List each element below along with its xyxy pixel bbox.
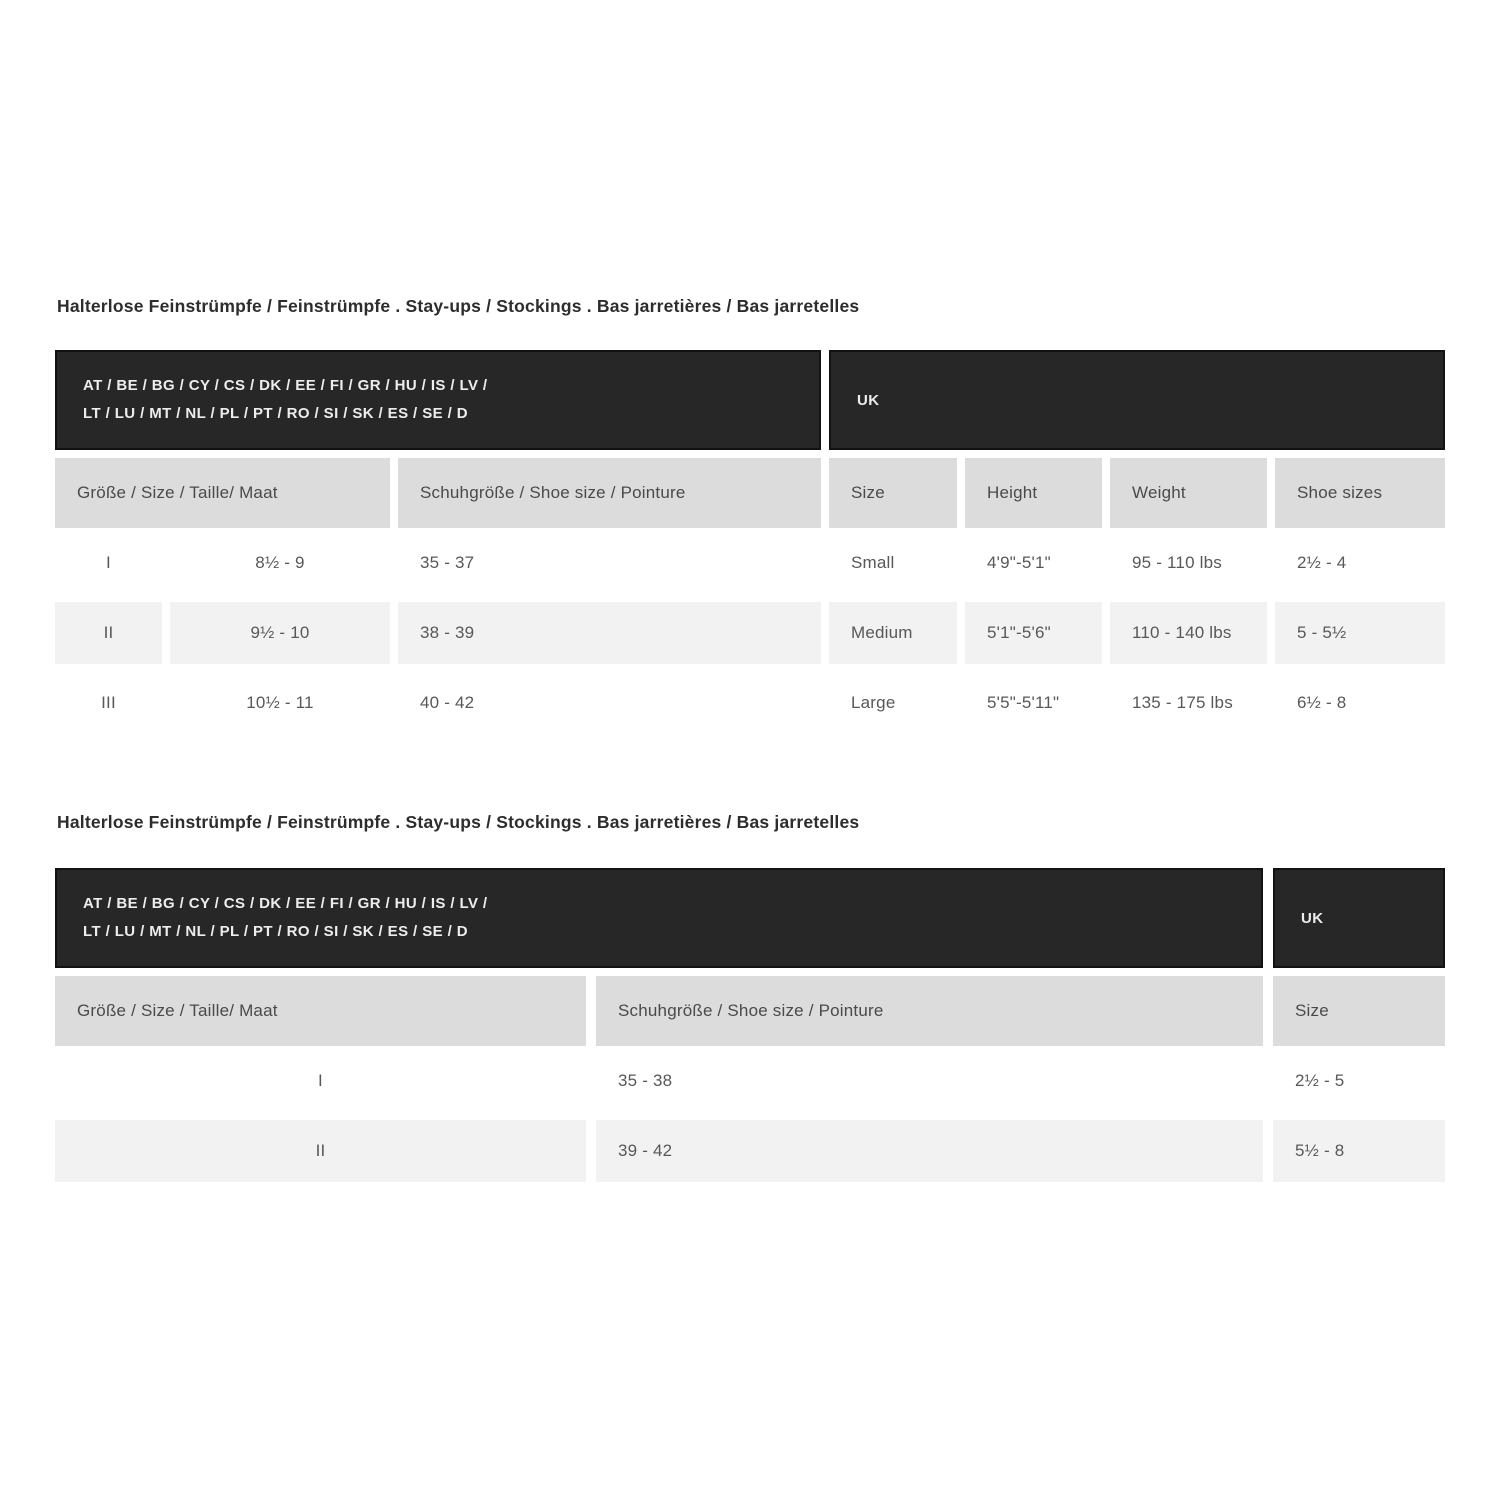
cell-uk-size: Medium	[829, 602, 957, 664]
cell-eu-shoe-size: 39 - 42	[596, 1120, 1263, 1182]
cell-eu-size: 9½ - 10	[170, 602, 390, 664]
eu-countries-line1: AT / BE / BG / CY / CS / DK / EE / FI / GR / HU / IS / LV /	[83, 894, 488, 912]
cell-uk-size: 2½ - 5	[1295, 1071, 1345, 1090]
column-header-row	[55, 976, 1445, 1046]
cell-roman-size: I	[318, 1071, 323, 1090]
size-table-stockings-simple	[55, 868, 1445, 1186]
cell-roman-size: I	[106, 553, 111, 572]
cell-height: 5'1"-5'6"	[965, 602, 1102, 664]
cell-roman-size: II	[55, 602, 162, 664]
cell-uk-size: Large	[851, 693, 896, 712]
col-header-uk-size: Size	[1273, 976, 1445, 1046]
eu-countries-line2: LT / LU / MT / NL / PL / PT / RO / SI / SK / ES / SE / D	[83, 405, 468, 422]
table-row	[55, 1116, 1445, 1186]
cell-eu-shoe-size: 35 - 38	[618, 1071, 673, 1090]
eu-countries-header	[55, 350, 821, 450]
cell-uk-size: Small	[851, 553, 895, 572]
col-header-eu-size: Größe / Size / Taille/ Maat	[55, 458, 390, 528]
uk-header: UK	[829, 350, 1445, 450]
cell-eu-size: 10½ - 11	[246, 693, 314, 712]
col-header-uk-shoe-sizes: Shoe sizes	[1275, 458, 1445, 528]
cell-uk-shoe-sizes: 6½ - 8	[1297, 693, 1347, 712]
table-row	[55, 668, 1445, 738]
eu-countries-text	[83, 372, 487, 429]
column-header-row	[55, 458, 1445, 528]
cell-uk-size: 5½ - 8	[1273, 1120, 1445, 1182]
size-table-stockings-full	[55, 350, 1445, 738]
cell-uk-shoe-sizes: 5 - 5½	[1275, 602, 1445, 664]
cell-weight: 95 - 110 lbs	[1132, 553, 1222, 572]
cell-height: 4'9"-5'1"	[987, 553, 1051, 572]
cell-eu-shoe-size: 40 - 42	[420, 693, 475, 712]
table-row	[55, 528, 1445, 598]
cell-roman-size: II	[55, 1120, 586, 1182]
col-header-uk-size: Size	[829, 458, 957, 528]
col-header-eu-shoe-size: Schuhgröße / Shoe size / Pointure	[596, 976, 1263, 1046]
region-header-row	[55, 868, 1445, 968]
eu-countries-header	[55, 868, 1263, 968]
section2-title: Halterlose Feinstrümpfe / Feinstrümpfe . Stay-ups / Stockings . Bas jarretières / Bas jarretelles	[57, 812, 860, 832]
eu-countries-line2: LT / LU / MT / NL / PL / PT / RO / SI / SK / ES / SE / D	[83, 923, 468, 940]
cell-eu-shoe-size: 38 - 39	[398, 602, 821, 664]
uk-header: UK	[1273, 868, 1445, 968]
cell-height: 5'5"-5'11"	[987, 693, 1060, 712]
region-header-row	[55, 350, 1445, 450]
cell-weight: 110 - 140 lbs	[1110, 602, 1267, 664]
section1-title: Halterlose Feinstrümpfe / Feinstrümpfe . Stay-ups / Stockings . Bas jarretières / Bas jarretelles	[57, 296, 860, 316]
table-row	[55, 1046, 1445, 1116]
cell-eu-size: 8½ - 9	[255, 553, 305, 572]
col-header-weight: Weight	[1110, 458, 1267, 528]
eu-countries-text	[83, 890, 487, 947]
col-header-eu-size: Größe / Size / Taille/ Maat	[55, 976, 586, 1046]
table-row	[55, 598, 1445, 668]
eu-countries-line1: AT / BE / BG / CY / CS / DK / EE / FI / GR / HU / IS / LV /	[83, 376, 488, 394]
cell-roman-size: III	[101, 693, 116, 712]
col-header-eu-shoe-size: Schuhgröße / Shoe size / Pointure	[398, 458, 821, 528]
cell-weight: 135 - 175 lbs	[1132, 693, 1233, 712]
cell-uk-shoe-sizes: 2½ - 4	[1297, 553, 1347, 572]
cell-eu-shoe-size: 35 - 37	[420, 553, 475, 572]
col-header-height: Height	[965, 458, 1102, 528]
